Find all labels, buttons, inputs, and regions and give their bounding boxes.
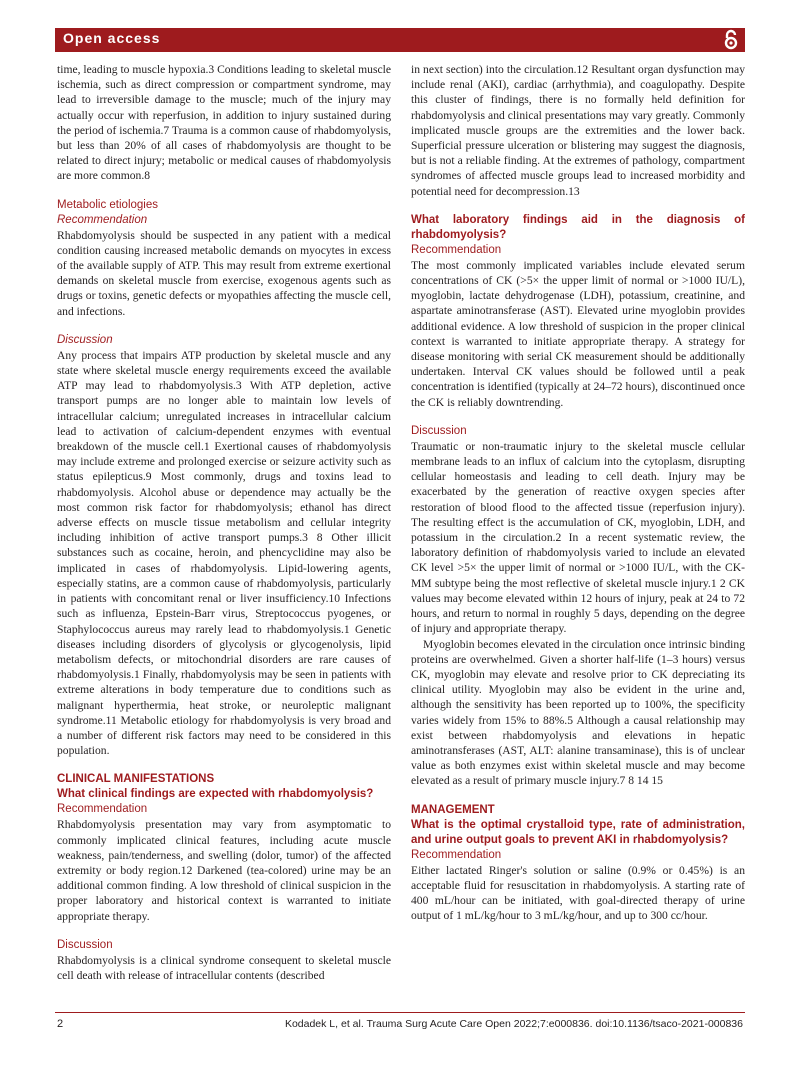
- header-title: Open access: [63, 30, 161, 46]
- recommendation-heading: Recommendation: [411, 243, 502, 256]
- discussion-heading: Discussion: [57, 333, 113, 346]
- paragraph: Rhabdomyolysis should be suspected in any patient with a medical condition causing increased metabolic demands on myocytes in excess of the available supply of ATP. This may result from extreme exertional demands on skeletal muscle from exercise, exogenous agents such as drugs or toxins, genetic defects or myopathies affecting the muscle cell, and infections.: [57, 228, 391, 318]
- open-access-icon: [721, 29, 741, 51]
- paragraph: time, leading to muscle hypoxia.3 Conditions leading to skeletal muscle ischemia, such as direct compression or compartment syndrome, may lead to irreversible damage to the muscle; much of the injury may actually occur with reperfusion, in addition to injury sustained during the period of ischemia.7 Trauma is a common cause of rhabdomyolysis, but less than 20% of all cases of rhabdomyolysis are thought to be related to direct injury; metabolic or medical causes of rhabdomyolysis are more common.8: [57, 63, 391, 183]
- section-heading: MANAGEMENT: [411, 803, 495, 816]
- paragraph: Rhabdomyolysis is a clinical syndrome consequent to skeletal muscle cell death with release of intracellular contents (described: [57, 953, 391, 982]
- footer-rule: [55, 1012, 745, 1013]
- subsection-heading: Metabolic etiologies: [57, 198, 159, 211]
- question-heading: What clinical findings are expected with rhabdomyolysis?: [57, 788, 374, 801]
- recommendation-heading: Recommendation: [57, 213, 148, 226]
- discussion-heading: Discussion: [411, 424, 467, 437]
- paragraph: Any process that impairs ATP production by skeletal muscle and any state where skeletal muscle energy requirements exceed the available ATP may lead to rhabdomyolysis.3 With ATP depletion, active transport pumps are no longer able to maintain low levels of intracellular calcium; unregulated increases in intracellular calcium lead to activation of calcium-dependent enzymes with eventual breakdown of the muscle cell.1 Exertional causes of rhabdomyolysis may include extreme and prolonged exercise or seizure activity such as status epilepticus.9 Most commonly, drugs and toxins lead to rhabdomyolysis. Alcohol abuse or dependence may actually be the most common risk factor for rhabdomyolysis; ethanol has direct adverse effects on muscle tissue metabolism and cellular integrity including inhibition of active transport pumps.3 8 Other illicit substances such as cocaine, heroin, and phencyclidine may also be implicated in cases of rhabdomyolysis. Lipid-lowering agents, especially statins, are a common cause of rhabdomyolysis, particularly in patients with concomitant renal or liver insufficiency.10 Infections such as influenza, Epstein-Barr virus, Streptococcus pyogenes, or Staphylococcus aureus may rarely lead to rhabdomyolysis.1 Genetic diseases including disorders of glycolysis or glycogenolysis, lipid metabolism defects, or mitochondrial disorders are rare causes of rhabdomyolysis.1 Finally, rhabdomyolysis may be seen in patients with extreme alterations in body temperature due to conditions such as malignant hyperthermia, heat stroke, or neuroleptic malignant syndrome.11 Metabolic etiology for rhabdomyolysis is very broad and a number of different risk factors may need to be considered in this population.: [57, 348, 391, 758]
- question-heading: What is the optimal crystalloid type, rate of administration, and urine output goals to prevent AKI in rhabdomyolysis?: [411, 818, 745, 846]
- header-bar: [55, 28, 745, 52]
- paragraph: Rhabdomyolysis presentation may vary from asymptomatic to commonly implicated clinical features, including acute muscle weakness, pain/tenderness, and swelling (dolor, tumor) of the affected extremity or body region.12 Darkened (tea-colored) urine may be an additional common finding. A low threshold of clinical suspicion in the proper laboratory and historical context is warranted to initiate appropriate therapy.: [57, 818, 391, 923]
- paragraph: in next section) into the circulation.12 Resultant organ dysfunction may include renal (AKI), cardiac (arrhythmia), and coagulopathy. Despite this cluster of findings, there is no formally held definition for rhabdomyolysis and clinical presentations may vary greatly. Commonly implicated muscle groups are the extremities and the lower back. Superficial pressure ulceration or blistering may suggest the diagnosis, but is not a reliable finding. At the extremes of pathology, compartment syndromes of affected muscle groups lead to increased morbidity and potential need for decompression.13: [411, 63, 745, 198]
- right-column: [411, 62, 745, 923]
- discussion-heading: Discussion: [57, 938, 113, 951]
- recommendation-heading: Recommendation: [411, 848, 502, 861]
- paragraph: Traumatic or non-traumatic injury to the skeletal muscle cellular membrane leads to an influx of calcium into the cytoplasm, disrupting cellular homeostasis and leading to cell death. Injury may be exacerbated by the generation of reactive oxygen species after restoration of blood flood to the affected tissue (reperfusion injury). The resulting effect is the accumulation of CK, myoglobin, LDH, and potassium in the circulation.2 In a recent systematic review, the laboratory definition of rhabdomyolysis varied to include an elevated CK level >5× the upper limit of normal or >1000 IU/L, with the CK-MM subtype being the most reflective of skeletal muscle injury.1 2 CK values may become elevated within 12 hours of injury, peak at 24 to 72 hours, and return to normal in roughly 5 days, depending on the degree of injury and appropriate therapy.: [411, 439, 745, 636]
- question-heading: What laboratory findings aid in the diagnosis of rhabdomyolysis?: [411, 213, 745, 241]
- recommendation-heading: Recommendation: [57, 803, 148, 816]
- page-number: 2: [57, 1018, 64, 1030]
- paragraph: The most commonly implicated variables include elevated serum concentrations of CK (>5× the upper limit of normal or >1000 IU/L), myoglobin, lactate dehydrogenase (LDH), potassium, creatinine, and aspartate aminotransferase (AST). Elevated urine myoglobin provides additional evidence. A low threshold of suspicion in the proper clinical context is warranted to initiate appropriate therapy. A strategy for disease monitoring with serial CK measurement should be additionally undertaken. Interval CK values should be followed until a peak concentration is identified (typically at 24–72 hours), discontinued once the CK is reliably downtrending.: [411, 258, 745, 409]
- paragraph: Myoglobin becomes elevated in the circulation once intrinsic binding proteins are overwhelmed. Given a shorter half-life (1–3 hours) versus CK, myoglobin may elevate and resolve prior to CK depreciating its clinical utility. Myoglobin may also be evident in the urine and, although the sensitivity has been reported up to 100%, the specificity varies widely from 15% to 88%.5 Although a causal relationship may exist between rhabdomyolysis and elevations in hepatic aminotransferases (AST, ALT: alanine transaminase), this is of unclear value as both enzymes exist within skeletal muscle and may become elevated as a result of primary muscle injury.7 8 14 15: [411, 637, 745, 788]
- left-column: [57, 62, 391, 983]
- section-heading: CLINICAL MANIFESTATIONS: [57, 773, 215, 786]
- paragraph: Either lactated Ringer's solution or saline (0.9% or 0.45%) is an acceptable fluid for resuscitation in rhabdomyolysis. A starting rate of 400 mL/hour can be initiated, with goal-directed therapy of urine output of 1 mL/kg/hour to 3 mL/kg/hour, and up to 300 cc/hour.: [411, 863, 745, 923]
- footer-citation: Kodadek L, et al. Trauma Surg Acute Care Open 2022;7:e000836. doi:10.1136/tsaco-2021-000836: [284, 1018, 743, 1030]
